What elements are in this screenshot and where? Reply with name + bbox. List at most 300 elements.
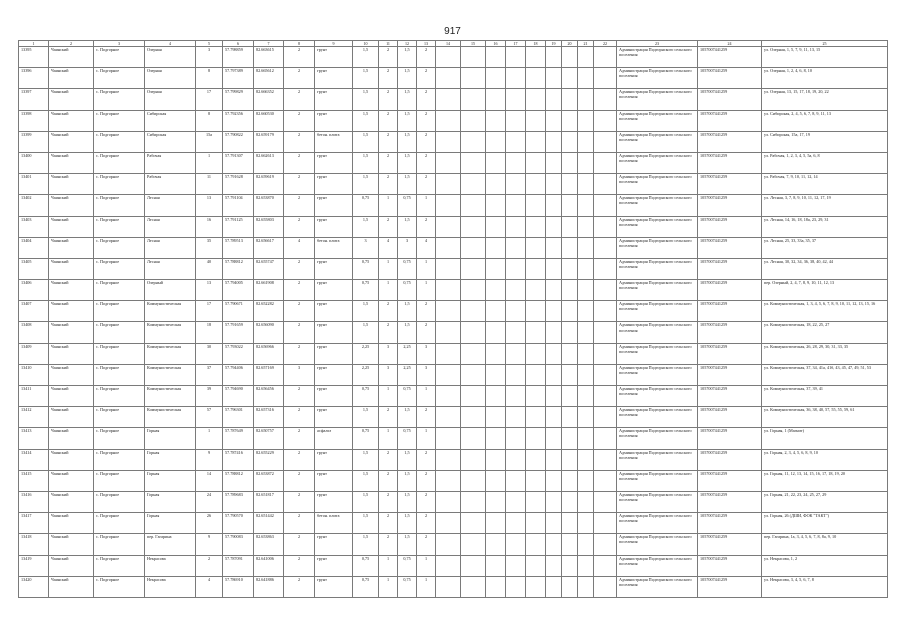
table-cell	[546, 513, 562, 534]
table-cell: 2	[379, 322, 398, 343]
table-cell: Чаинский	[49, 343, 94, 364]
table-cell: 2	[417, 407, 436, 428]
table-cell: 13409	[19, 343, 49, 364]
table-cell: Чаинский	[49, 68, 94, 89]
table-cell: с. Подгорное	[94, 131, 145, 152]
table-cell: Администрация Подгорнского сельского поселения	[617, 491, 698, 512]
table-cell	[506, 258, 526, 279]
table-cell	[436, 68, 461, 89]
table-cell	[506, 322, 526, 343]
table-cell: 57.789513	[223, 237, 254, 258]
table-cell: Администрация Подгорнского сельского поселения	[617, 237, 698, 258]
table-row	[19, 364, 888, 385]
table-cell: 17	[196, 301, 223, 322]
table-cell: 2	[284, 258, 315, 279]
table-cell	[506, 131, 526, 152]
table-cell: ул. Озерная, 1, 2, 4, 6, 8, 10	[762, 68, 888, 89]
table-cell: пер. Озерный, 2, 4, 7, 8, 9, 10, 11, 12, 13	[762, 280, 888, 301]
table-cell: 0,75	[353, 195, 379, 216]
table-cell	[486, 301, 506, 322]
table-cell: ул. Горная, 26 (ДШИ, ФОК "ТАКТ")	[762, 513, 888, 534]
table-cell	[526, 364, 546, 385]
table-cell	[562, 152, 578, 173]
table-cell: 82.641886	[254, 576, 284, 597]
column-number-cell: 13	[417, 41, 436, 47]
table-cell	[486, 513, 506, 534]
table-cell: с. Подгорное	[94, 216, 145, 237]
table-cell: 13401	[19, 174, 49, 195]
table-cell: Администрация Подгорнского сельского поселения	[617, 47, 698, 68]
table-cell	[562, 110, 578, 131]
table-cell	[594, 301, 617, 322]
table-cell	[486, 195, 506, 216]
table-cell: 1057007441259	[698, 364, 762, 385]
column-number-cell: 7	[254, 41, 284, 47]
table-cell: 82.641006	[254, 555, 284, 576]
table-cell	[594, 513, 617, 534]
table-cell	[461, 258, 486, 279]
table-cell: Горная	[145, 428, 196, 449]
table-cell: 1,5	[398, 47, 417, 68]
table-cell	[506, 237, 526, 258]
table-cell: грунт	[315, 491, 353, 512]
table-cell	[436, 47, 461, 68]
table-cell: 13	[196, 280, 223, 301]
table-cell	[506, 386, 526, 407]
table-cell: Рабочая	[145, 152, 196, 173]
table-cell: 1,5	[398, 131, 417, 152]
table-cell	[506, 195, 526, 216]
table-cell: грунт	[315, 68, 353, 89]
table-cell: 1057007441259	[698, 555, 762, 576]
table-cell: Администрация Подгорнского сельского поселения	[617, 89, 698, 110]
table-cell	[562, 449, 578, 470]
table-cell	[546, 491, 562, 512]
table-cell: 1057007441259	[698, 68, 762, 89]
table-row	[19, 534, 888, 555]
table-cell	[546, 343, 562, 364]
column-number-cell: 2	[49, 41, 94, 47]
table-cell	[506, 89, 526, 110]
table-cell: 1	[417, 258, 436, 279]
table-row	[19, 491, 888, 512]
table-cell	[594, 449, 617, 470]
table-cell: с. Подгорное	[94, 237, 145, 258]
table-cell	[526, 491, 546, 512]
table-cell: 0,75	[398, 555, 417, 576]
table-cell: 13417	[19, 513, 49, 534]
column-number-cell: 9	[315, 41, 353, 47]
table-cell	[436, 195, 461, 216]
table-cell: 82.652282	[254, 301, 284, 322]
table-cell: 57	[196, 407, 223, 428]
column-number-cell: 3	[94, 41, 145, 47]
column-number-cell: 15	[461, 41, 486, 47]
table-cell: Горная	[145, 470, 196, 491]
table-cell: 57.798859	[223, 47, 254, 68]
column-number-cell: 22	[594, 41, 617, 47]
table-cell: 0,75	[353, 555, 379, 576]
column-number-cell: 19	[546, 41, 562, 47]
table-cell	[562, 301, 578, 322]
table-cell	[578, 428, 594, 449]
table-cell	[436, 364, 461, 385]
table-cell	[562, 47, 578, 68]
table-cell	[546, 407, 562, 428]
table-row	[19, 386, 888, 407]
table-cell: Администрация Подгорнского сельского поселения	[617, 152, 698, 173]
table-cell: 17	[196, 89, 223, 110]
table-cell: Чаинский	[49, 322, 94, 343]
table-cell: с. Подгорное	[94, 449, 145, 470]
table-cell: с. Подгорное	[94, 89, 145, 110]
table-cell: Коммунистическая	[145, 343, 196, 364]
table-cell	[578, 89, 594, 110]
column-number-cell: 10	[353, 41, 379, 47]
table-cell: 1	[379, 428, 398, 449]
table-cell: 82.656090	[254, 322, 284, 343]
table-cell: 82.655747	[254, 258, 284, 279]
table-cell	[526, 576, 546, 597]
table-cell: 1	[196, 428, 223, 449]
table-cell: 57.787649	[223, 428, 254, 449]
table-cell	[562, 428, 578, 449]
table-cell: 0,75	[353, 280, 379, 301]
table-cell	[506, 68, 526, 89]
table-cell: 2	[284, 534, 315, 555]
table-row	[19, 47, 888, 68]
table-cell	[526, 131, 546, 152]
table-cell: Чаинский	[49, 470, 94, 491]
table-cell	[506, 216, 526, 237]
table-cell	[461, 555, 486, 576]
table-cell: 2	[284, 195, 315, 216]
table-cell: с. Подгорное	[94, 343, 145, 364]
table-cell	[526, 280, 546, 301]
table-cell: ул. Коммунистическая, 37, 34, 41а, 41б, 43, 45, 47, 49, 51, 53	[762, 364, 888, 385]
table-cell: 2	[284, 110, 315, 131]
table-cell	[486, 258, 506, 279]
table-cell	[461, 449, 486, 470]
table-cell: 82.655229	[254, 449, 284, 470]
table-cell: 3	[417, 343, 436, 364]
table-cell: грунт	[315, 364, 353, 385]
table-cell: ул. Лесная, 3, 7, 8, 9, 10, 11, 12, 17, 19	[762, 195, 888, 216]
column-number-cell: 17	[506, 41, 526, 47]
table-cell	[506, 470, 526, 491]
table-cell	[486, 470, 506, 491]
table-cell: 35	[196, 237, 223, 258]
table-row	[19, 68, 888, 89]
table-cell	[578, 322, 594, 343]
table-cell: 2	[284, 280, 315, 301]
table-cell: с. Подгорное	[94, 195, 145, 216]
table-cell: 4	[196, 576, 223, 597]
table-cell: ул. Горная, 2, 3, 4, 5, 6, 8, 9, 10	[762, 449, 888, 470]
table-cell	[546, 110, 562, 131]
table-cell	[486, 280, 506, 301]
table-cell	[526, 110, 546, 131]
table-cell: ул. Коммунистическая, 18, 22, 25, 27	[762, 322, 888, 343]
table-cell	[546, 386, 562, 407]
table-cell: пер. Гагарина, 1а, 3, 4, 5, 6, 7, 8, 8а, 9, 10	[762, 534, 888, 555]
table-cell	[526, 322, 546, 343]
table-cell: 13	[196, 195, 223, 216]
table-cell: 13406	[19, 280, 49, 301]
table-cell: Коммунистическая	[145, 322, 196, 343]
table-row	[19, 513, 888, 534]
table-cell: 1057007441259	[698, 449, 762, 470]
table-cell: Горная	[145, 491, 196, 512]
table-cell	[461, 386, 486, 407]
table-cell: 82.666352	[254, 89, 284, 110]
table-cell: 2	[417, 131, 436, 152]
table-cell: Чаинский	[49, 280, 94, 301]
table-cell: с. Подгорное	[94, 174, 145, 195]
table-cell	[436, 513, 461, 534]
table-cell	[436, 470, 461, 491]
table-cell: 8	[196, 110, 223, 131]
table-cell: 1057007441259	[698, 386, 762, 407]
table-cell: 1,5	[398, 449, 417, 470]
table-cell	[578, 174, 594, 195]
table-cell: 2,25	[353, 343, 379, 364]
table-cell	[486, 407, 506, 428]
table-cell: 1	[379, 555, 398, 576]
table-cell: Чаинский	[49, 576, 94, 597]
table-cell: 1	[417, 195, 436, 216]
table-cell: Лесная	[145, 216, 196, 237]
table-cell	[562, 364, 578, 385]
table-cell: 1,5	[353, 491, 379, 512]
table-row	[19, 576, 888, 597]
table-cell	[461, 47, 486, 68]
table-cell	[594, 576, 617, 597]
table-cell: Некрасова	[145, 555, 196, 576]
table-cell: Администрация Подгорнского сельского поселения	[617, 555, 698, 576]
table-cell: 57.793022	[223, 343, 254, 364]
table-cell	[578, 237, 594, 258]
table-cell: 2	[379, 110, 398, 131]
table-cell: 1057007441259	[698, 576, 762, 597]
table-cell: Сибирская	[145, 110, 196, 131]
table-cell: с. Подгорное	[94, 491, 145, 512]
table-cell: 1057007441259	[698, 131, 762, 152]
table-cell	[526, 407, 546, 428]
table-cell: 13410	[19, 364, 49, 385]
page-number: 917	[444, 26, 461, 37]
table-row	[19, 449, 888, 470]
table-cell	[546, 555, 562, 576]
table-cell: 57.786910	[223, 576, 254, 597]
table-cell: с. Подгорное	[94, 68, 145, 89]
table-cell	[436, 322, 461, 343]
table-cell: Коммунистическая	[145, 301, 196, 322]
table-row	[19, 258, 888, 279]
table-cell: Администрация Подгорнского сельского поселения	[617, 216, 698, 237]
table-cell	[546, 576, 562, 597]
table-cell: Чаинский	[49, 258, 94, 279]
table-cell: 1057007441259	[698, 174, 762, 195]
table-cell: Администрация Подгорнского сельского поселения	[617, 428, 698, 449]
table-cell: 1057007441259	[698, 280, 762, 301]
table-cell: 1,5	[353, 407, 379, 428]
table-cell: 2	[284, 47, 315, 68]
table-cell	[546, 68, 562, 89]
table-cell: пер. Гагарина	[145, 534, 196, 555]
table-cell: 57.788812	[223, 470, 254, 491]
table-cell	[578, 534, 594, 555]
table-cell: 1,5	[353, 68, 379, 89]
table-cell: 57.791659	[223, 322, 254, 343]
table-cell: 14	[196, 470, 223, 491]
table-cell	[578, 386, 594, 407]
table-cell: бетон. плита	[315, 513, 353, 534]
table-cell: Чаинский	[49, 491, 94, 512]
table-cell: с. Подгорное	[94, 555, 145, 576]
table-cell: 2	[417, 491, 436, 512]
table-row	[19, 110, 888, 131]
table-cell: 26	[196, 513, 223, 534]
table-cell: грунт	[315, 534, 353, 555]
table-cell	[546, 47, 562, 68]
table-cell: 82.651442	[254, 513, 284, 534]
table-cell: 1,5	[353, 47, 379, 68]
table-cell: 2	[284, 301, 315, 322]
column-number-cell: 16	[486, 41, 506, 47]
table-cell	[486, 364, 506, 385]
table-cell: 13404	[19, 237, 49, 258]
table-cell: 11	[196, 174, 223, 195]
table-cell: грунт	[315, 407, 353, 428]
table-cell	[562, 322, 578, 343]
table-cell: Администрация Подгорнского сельского поселения	[617, 470, 698, 491]
table-cell: 1,5	[398, 322, 417, 343]
table-cell: 1057007441259	[698, 216, 762, 237]
table-cell: 57.791125	[223, 216, 254, 237]
table-cell: 1,5	[353, 449, 379, 470]
table-cell: 57.790822	[223, 131, 254, 152]
table-cell: 4	[379, 237, 398, 258]
table-cell: 1	[417, 386, 436, 407]
table-cell	[436, 491, 461, 512]
table-cell	[594, 258, 617, 279]
table-cell: ул. Озерная, 13, 15, 17, 18, 19, 20, 22	[762, 89, 888, 110]
table-cell	[436, 343, 461, 364]
table-cell	[578, 131, 594, 152]
table-cell: ул. Рабочая, 1, 2, 3, 4, 5, 5а, 6, 8	[762, 152, 888, 173]
table-cell: Озерная	[145, 47, 196, 68]
table-cell	[486, 576, 506, 597]
table-cell	[594, 534, 617, 555]
table-cell	[436, 174, 461, 195]
table-cell	[526, 470, 546, 491]
table-cell	[436, 449, 461, 470]
table-cell: Чаинский	[49, 216, 94, 237]
table-cell: 2	[417, 68, 436, 89]
table-cell: 0,75	[398, 280, 417, 301]
table-cell: 1057007441259	[698, 110, 762, 131]
table-cell: Чаинский	[49, 174, 94, 195]
table-cell: 2	[417, 513, 436, 534]
table-cell: с. Подгорное	[94, 407, 145, 428]
table-cell: 2	[417, 301, 436, 322]
table-cell	[461, 89, 486, 110]
table-cell: с. Подгорное	[94, 428, 145, 449]
table-cell: асфальт	[315, 428, 353, 449]
table-cell	[436, 237, 461, 258]
table-cell	[578, 343, 594, 364]
table-cell: с. Подгорное	[94, 364, 145, 385]
table-cell	[461, 131, 486, 152]
table-cell	[546, 89, 562, 110]
table-cell: с. Подгорное	[94, 386, 145, 407]
table-cell: 1057007441259	[698, 89, 762, 110]
table-cell	[436, 89, 461, 110]
table-cell	[461, 322, 486, 343]
table-cell: с. Подгорное	[94, 322, 145, 343]
table-cell	[461, 513, 486, 534]
table-cell	[436, 301, 461, 322]
table-cell: Чаинский	[49, 555, 94, 576]
table-cell: бетон. плита	[315, 237, 353, 258]
table-cell: 2	[379, 174, 398, 195]
table-cell	[578, 449, 594, 470]
table-cell: 2	[284, 470, 315, 491]
table-cell: 2	[379, 513, 398, 534]
table-cell: 1057007441259	[698, 470, 762, 491]
table-cell: 2	[284, 343, 315, 364]
table-cell: ул. Сибирская, 15а, 17, 19	[762, 131, 888, 152]
table-cell: ул. Лесная, 14, 16, 18, 18а, 23, 29, 31	[762, 216, 888, 237]
table-cell	[461, 68, 486, 89]
table-cell	[546, 470, 562, 491]
table-cell: Коммунистическая	[145, 407, 196, 428]
table-cell: с. Подгорное	[94, 152, 145, 173]
table-cell	[436, 576, 461, 597]
table-cell	[562, 237, 578, 258]
table-cell: с. Подгорное	[94, 576, 145, 597]
table-cell	[526, 237, 546, 258]
table-cell	[562, 280, 578, 301]
table-cell: Горная	[145, 513, 196, 534]
table-cell: 4	[417, 237, 436, 258]
column-number-cell: 5	[196, 41, 223, 47]
table-cell	[436, 110, 461, 131]
table-cell: 1	[379, 195, 398, 216]
table-cell: Сибирская	[145, 131, 196, 152]
table-cell: 1	[379, 258, 398, 279]
table-cell: ул. Рабочая, 7, 9, 10, 11, 12, 14	[762, 174, 888, 195]
table-cell: 0,75	[353, 258, 379, 279]
table-cell	[506, 152, 526, 173]
table-cell	[506, 47, 526, 68]
table-cell	[562, 407, 578, 428]
table-cell: с. Подгорное	[94, 470, 145, 491]
table-cell	[594, 237, 617, 258]
table-cell	[486, 131, 506, 152]
table-cell: 1057007441259	[698, 343, 762, 364]
table-cell: 13412	[19, 407, 49, 428]
table-cell: 3	[284, 364, 315, 385]
table-cell	[486, 491, 506, 512]
table-cell: Чаинский	[49, 534, 94, 555]
table-cell	[506, 174, 526, 195]
table-cell: 1,5	[398, 174, 417, 195]
table-cell	[578, 513, 594, 534]
table-cell: 1	[379, 576, 398, 597]
table-cell	[526, 513, 546, 534]
